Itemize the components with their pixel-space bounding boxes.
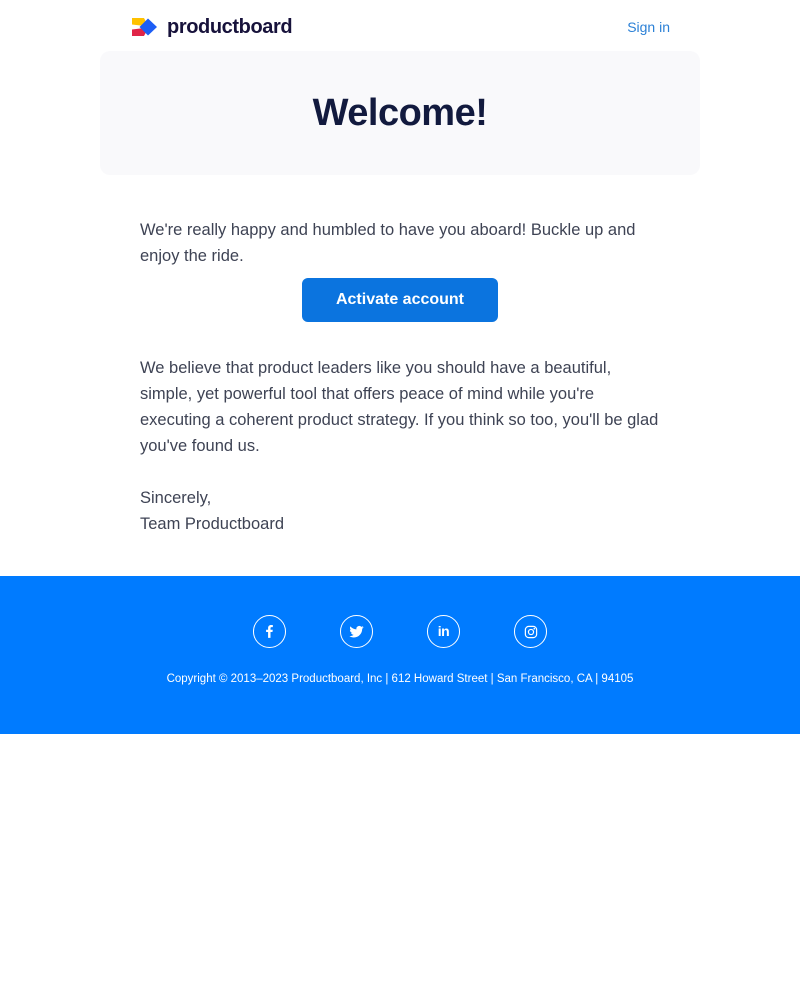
linkedin-link[interactable] xyxy=(427,615,460,648)
header xyxy=(100,0,700,51)
copyright-text: Copyright © 2013–2023 Productboard, Inc | 612 Howard Street | San Francisco, CA | 94105 xyxy=(166,673,634,685)
sign-in-link[interactable]: Sign in xyxy=(627,19,670,35)
pitch-paragraph: We believe that product leaders like you should have a beautiful, simple, yet powerful tool that offers peace of mind while you're executing a coherent product strategy. If you think so too, you'll be glad you've found us. xyxy=(140,359,659,455)
social-links xyxy=(0,576,800,648)
activate-account-button[interactable]: Activate account xyxy=(302,278,498,322)
twitter-icon xyxy=(348,623,365,640)
productboard-logo[interactable] xyxy=(132,16,292,38)
hero-card xyxy=(100,51,700,175)
facebook-link[interactable] xyxy=(253,615,286,648)
twitter-link[interactable] xyxy=(340,615,373,648)
footer xyxy=(0,576,800,734)
email-body xyxy=(140,217,660,537)
cta-row xyxy=(140,278,660,322)
instagram-link[interactable] xyxy=(514,615,547,648)
signoff-text: Sincerely, xyxy=(140,489,212,507)
productboard-wordmark: productboard xyxy=(167,16,293,38)
linkedin-icon: in xyxy=(437,623,450,639)
intro-paragraph: We're really happy and humbled to have you aboard! Buckle up and enjoy the ride. xyxy=(140,221,636,265)
welcome-heading: Welcome! xyxy=(312,91,488,134)
facebook-icon xyxy=(261,623,278,640)
productboard-logo-icon xyxy=(132,16,158,38)
signature-text: Team Productboard xyxy=(140,515,284,533)
instagram-icon xyxy=(522,623,540,641)
